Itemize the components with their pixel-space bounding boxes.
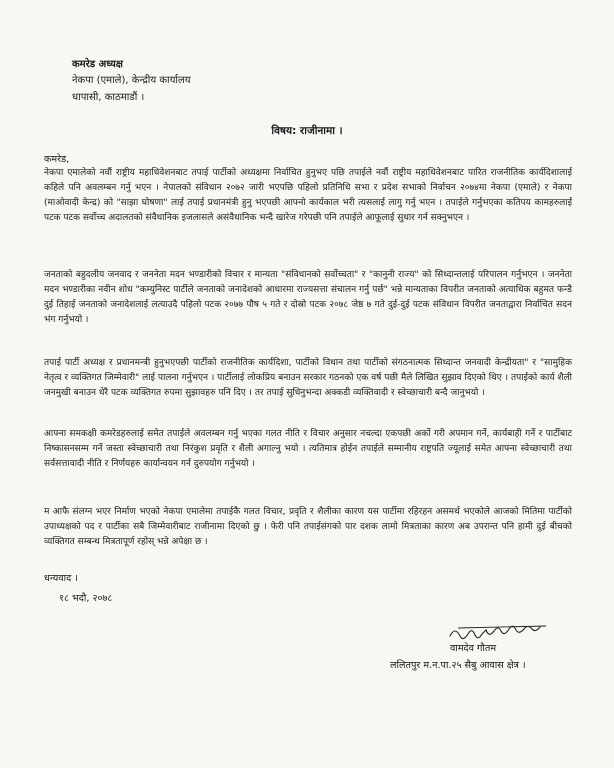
paragraph-3: तपाई पार्टी अध्यक्ष र प्रधानमन्त्री हुनुभएपछी पार्टीको राजनीतिक कार्यदिशा, पार्टीको विधान तथा पार्टीको संगठनात्मक सिध्दान्त जनवादी केन्द्रीयता" र "सामुहिक नेतृत्व र व्यक्तिगत जिम्मेवारी" लाई पालना गर्नुभएन । पार्टीलाई लोकप्रिय बनाउन सरकार गठनको एक वर्ष पछी मैले लिखित सुझाव दिएको थिए । तपाईको कार्य शैली जनमुखी बनाउन धेरै पटक व्यक्तिगत रुपमा सुझावहरु पनि दिए । तर तपाई सुधिनुभन्दा अक्कडी व्यक्तिवादी र स्वेच्छाचारी बन्दै जानुभयो । xyxy=(44,358,572,398)
paragraph-1: नेकपा एमालेको नवौं राष्ट्रीय महाधिवेशनबाट तपाई पार्टीको अध्यक्षमा निर्वाचित हुनुभए पछि तपाईले नवौं राष्ट्रीय महाधिवेशनबाट पारित राजनीतिक कार्यदिशालाई कहिले पनि अवलम्बन गर्नु भएन । नेपालको संविधान २०७२ जारी भएपछि पहिलो प्रतिनिधि सभा र प्रदेश सभाको निर्वाचन २०७४मा नेकपा (एमाले) र नेकपा (माओवादी केन्द्र) को "साझा घोषणा" लाई तपाई प्रधानमंत्री हुनु भएपछी आफ्नो कार्यकाल भरी त्यसलाई लागु गर्नु भएन । तपाईले गर्नुभएका कतिपय कामहरुलाई पटक पटक सर्वोच्च अदालतको संवैधानिक इजलासले असंवैधानिक भन्दै खारेज गरेपछी पनि तपाईले आफूलाई सुधार गर्न सक्नुभएन । xyxy=(44,168,572,223)
letter-subject: विषय: राजीनामा । xyxy=(271,125,343,137)
closing: धन्यवाद । xyxy=(44,573,78,584)
paragraph-2: जनताको बहुदलीय जनवाद र जननेता मदन भण्डारीको विचार र मान्यता "संविधानको सर्वोच्चता" र "कानुनी राज्य" को सिध्दान्तलाई परिपालन गर्नुभएन । जननेता मदन भण्डारीका नवीन शोध "कम्युनिस्ट पार्टीले जनताको जनादेशको आधारमा राज्यसत्ता संचालन गर्नु पर्छ" भन्ने मान्यताका विपरीत जनताको अत्याधिक बहुमत फन्डै दुई तिहाई जनताको जनादेशलाई लत्याउदै पहिलो पटक २०७७ पौष ५ गते र दोस्रो पटक २०७८ जेष्ठ ७ गते दुई-दुई पटक संविधान विपरीत जनताद्वारा निर्वाचित सदन भंग गर्नुभयो । xyxy=(44,270,572,325)
recipient-organization: नेकपा (एमाले), केन्द्रीय कार्यालय xyxy=(72,75,191,86)
paragraph-5: म आफै संलग्न भएर निर्माण भएको नेकपा एमालेमा तपाईकै गलत विचार, प्रवृति र शैलीका कारण यस पार्टीमा रहिरहन असमर्थ भएकोले आजको मितिमा पार्टीको उपाध्यक्षको पद र पार्टीका सबै जिम्मेवारीबाट राजीनामा दिएको छु । फेरी पनि तपाईसंगको पार दशक लामो मित्रताका कारण अब उपरान्त पनि हामी दुई बीचको व्यक्तिगत सम्बन्ध मित्रतापूर्ण रहोस् भन्ने अपेक्षा छ । xyxy=(44,507,572,547)
paragraph-4: आफ्ना समकक्षी कमरेडहरुलाई समेत तपाईले अवलम्बन गर्नु भएका गलत नीति र विचार अनुसार नचल्दा एकपछी अर्को गरी अपमान गर्ने, कार्यबाही गर्ने र पार्टीबाट निष्कासनसम्म गर्ने जस्ता स्वेच्छाचारी तथा निरंकुश प्रवृति र शैली अगाल्नु भयो । त्यतिमात्र होईन तपाईले सम्मानीय राष्ट्रपति ज्यूलाई समेत आफ्ना स्वेच्छाचारी तथा सर्वसत्तावादी नीति र निर्णयहरु कार्यान्वयन गर्न दुरुपयोग गर्नुभयो । xyxy=(44,429,572,469)
recipient-location: धापासी, काठमाडौं । xyxy=(72,92,145,103)
salutation: कमरेड, xyxy=(44,154,70,165)
letter-date: १८ भदौ, २०७८ xyxy=(59,593,113,604)
signatory-address: ललितपुर म.न.पा.२५ सैबु आवास क्षेत्र । xyxy=(390,660,526,671)
recipient-title: कमरेड अध्यक्ष xyxy=(72,59,123,70)
signatory-name: वामदेव गौतम xyxy=(450,643,497,654)
